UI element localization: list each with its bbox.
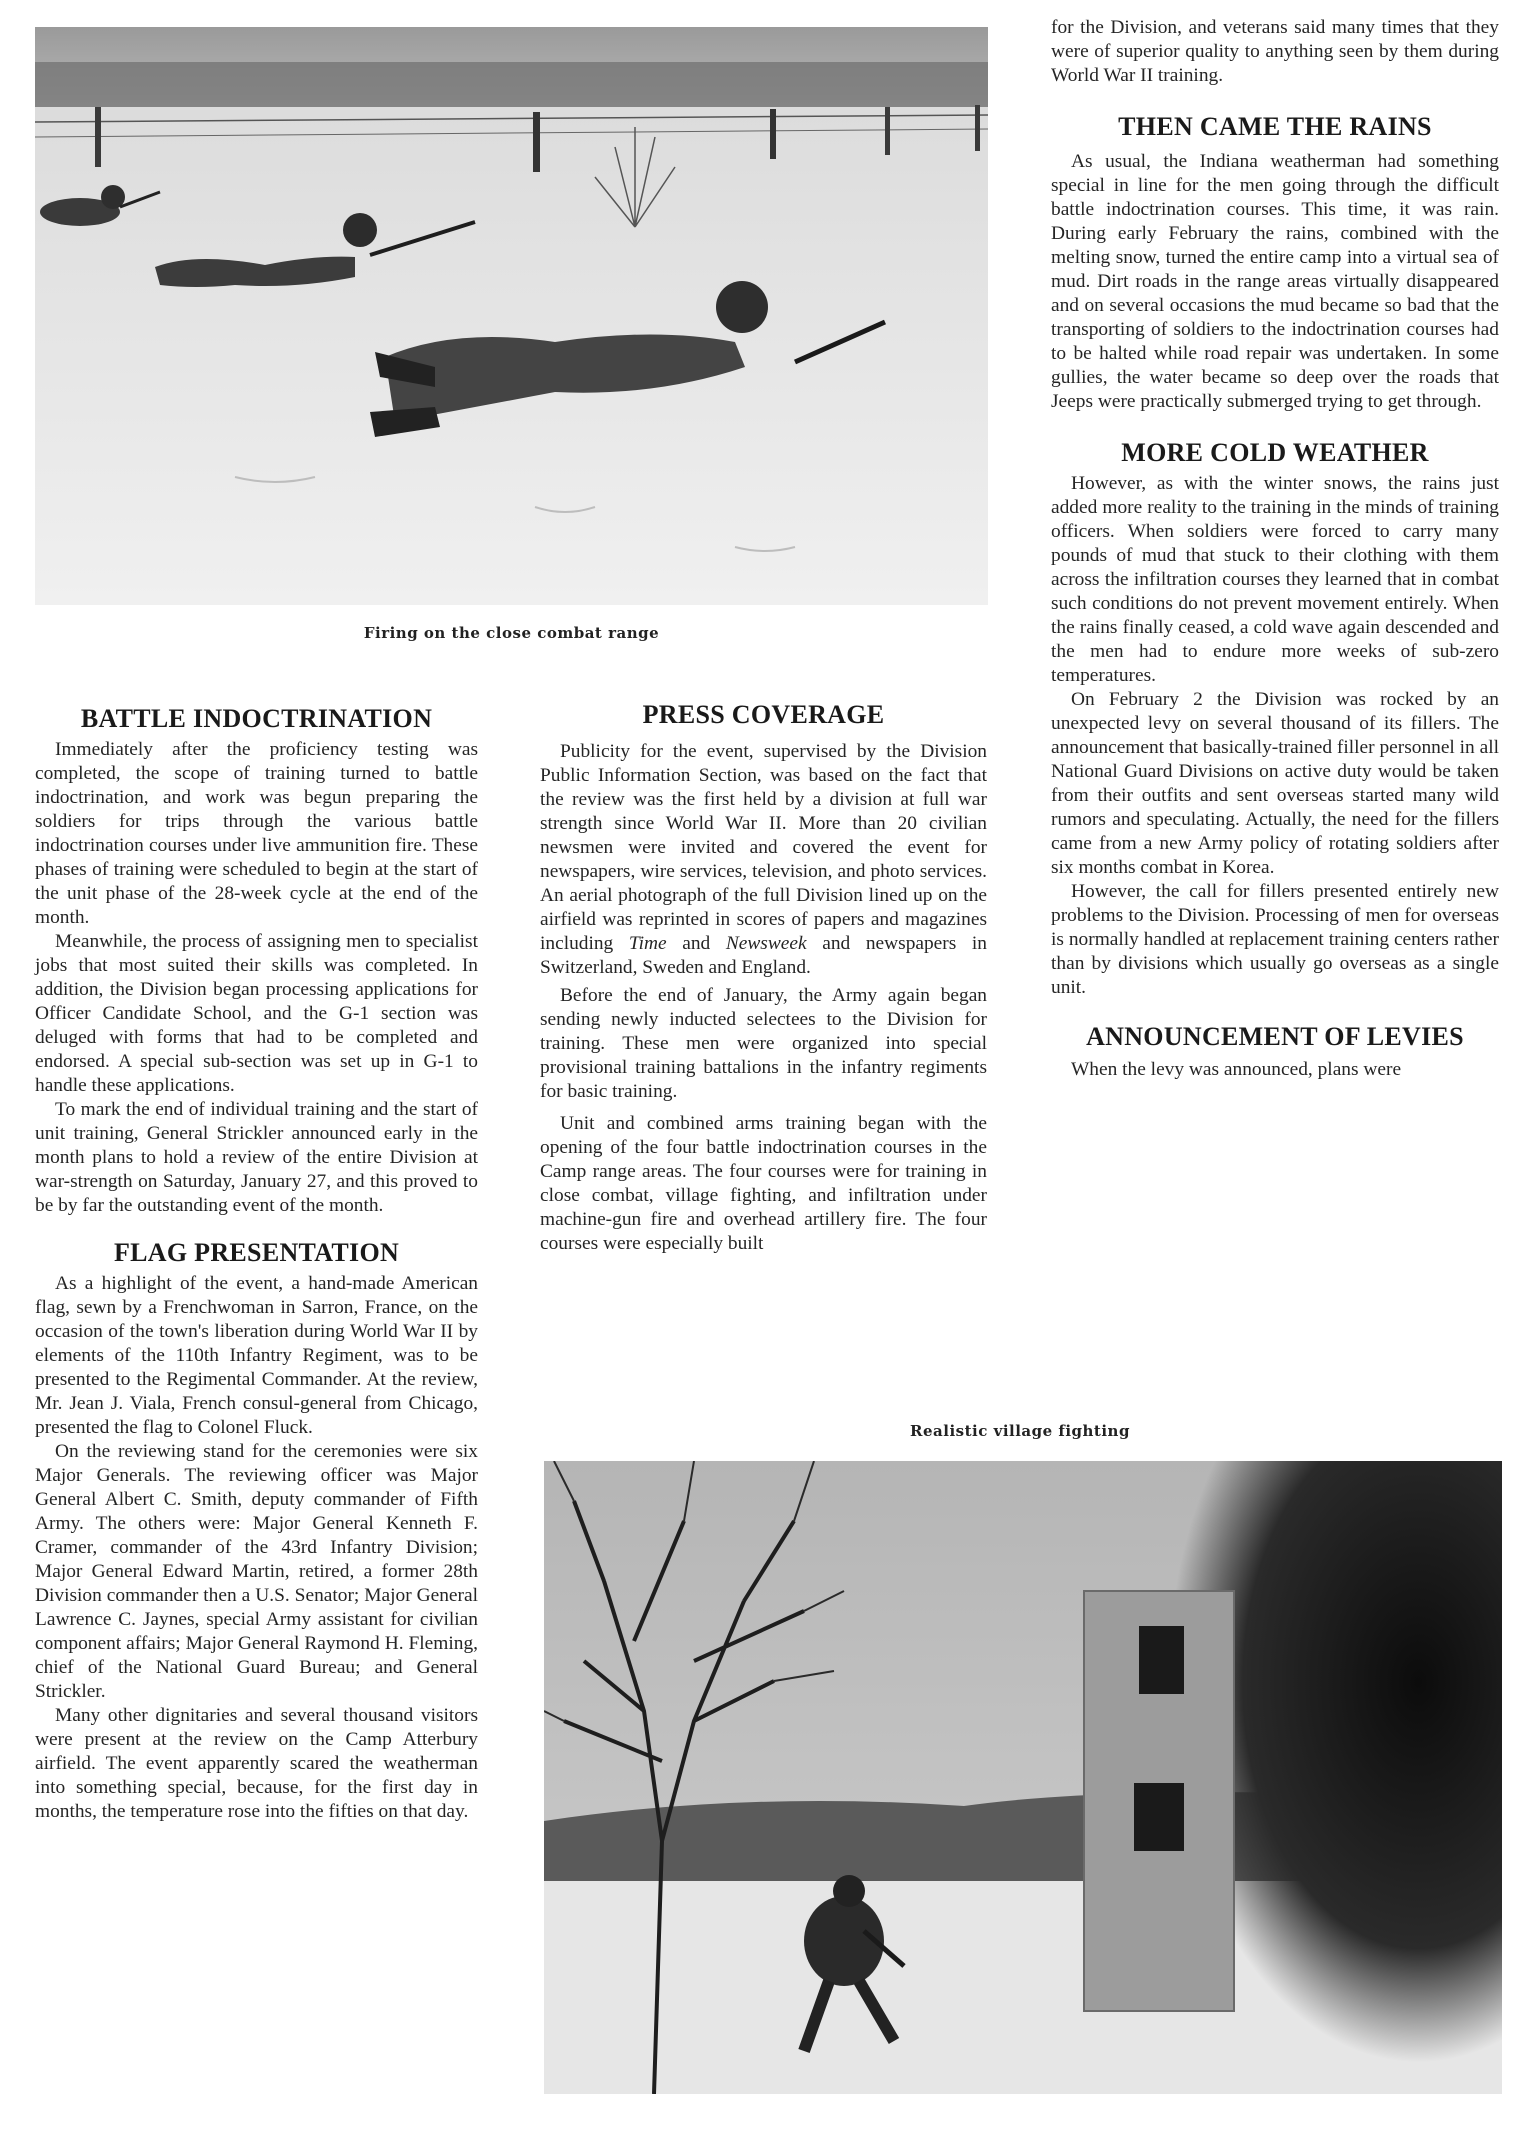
text-run: and newspapers in Switzerland, Sweden and England. [540,933,987,978]
photo-caption-top: Firing on the close combat range [363,624,660,642]
photo-soldier-running-by-burning-building [544,1461,1502,2094]
paragraph-publicity [540,740,987,980]
paragraph: However, the call for fillers presented entirely new problems to the Division. Processing of men for overseas is normally handled at replacement training centers rather than by divisions which usually go overseas as a single unit. [1051,881,1499,998]
column-1 [35,704,478,1824]
heading-announcement-of-levies: ANNOUNCEMENT OF LEVIES [1086,1022,1464,1051]
paragraph: Before the end of January, the Army again began sending newly inducted selectees to the Division for training. These men were organized into special provisional training battalions in the infantry regiments for basic training. [540,985,987,1102]
paragraph: When the levy was announced, plans were [1071,1059,1402,1080]
heading-more-cold-weather: MORE COLD WEATHER [1121,438,1429,467]
paragraph: Unit and combined arms training began with the opening of the four battle indoctrination courses in the Camp range areas. The four courses were for training in close combat, village fighting, and infiltration under machine-gun fire and overhead artillery fire. The four courses were especially built [540,1113,987,1254]
paragraph: On February 2 the Division was rocked by an unexpected levy on several thousand of its fillers. The announcement that basically-trained filler personnel in all National Guard Divisions on active duty would be taken from their outfits and sent overseas started many wild rumors and speculating. Actually, the need for the fillers came from a new Army policy of rotating soldiers after six months combat in Korea. [1051,689,1499,878]
text-run: and [666,933,726,954]
photo-village-fighting [544,1461,1502,2094]
paragraph: Many other dignitaries and several thousand visitors were present at the review on the Camp Atterbury airfield. The event apparently scared the weatherman into something special, because, for the first day in months, the temperature rose into the fifties on that day. [35,1705,478,1822]
heading-flag-presentation: FLAG PRESENTATION [113,1238,400,1267]
paragraph: On the reviewing stand for the ceremonies were six Major Generals. The reviewing officer was Major General Albert C. Smith, deputy commander of Fifth Army. The others were: Major General Kenneth F. Cramer, commander of the 43rd Infantry Division; Major General Edward Martin, retired, a former 28th Division commander then a U.S. Senator; Major General Lawrence C. Jaynes, special Army assistant for civilian component affairs; Major General Raymond H. Fleming, chief of the National Guard Bureau; and General Strickler. [35,1441,478,1702]
heading-battle-indoctrination: BATTLE INDOCTRINATION [80,704,433,733]
paragraph: As a highlight of the event, a hand-made American flag, sewn by a Frenchwoman in Sarron, France, on the occasion of the town's liberation during World War II by elements of the 110th Infantry Regiment, was to be presented to the Regimental Commander. At the review, Mr. Jean J. Viala, French consul-general from Chicago, presented the flag to Colonel Fluck. [35,1273,478,1438]
paragraph: Immediately after the proficiency testing was completed, the scope of training turned to battle indoctrination, and work was begun preparing the soldiers for trips through the various battle indoctrination courses under live ammunition fire. These phases of training were scheduled to begin at the start of the unit phase of the 28-week cycle at the end of the month. [35,739,478,928]
paragraph: Meanwhile, the process of assigning men to specialist jobs that most suited their skills was completed. In addition, the Division began processing applications for Officer Candidate School, and the G-1 section was deluged with forms that had to be completed and endorsed. A special sub-section was set up in G-1 to handle these applications. [35,931,478,1096]
magazine-title-newsweek: Newsweek [725,933,807,954]
paragraph: To mark the end of individual training and the start of unit training, General Strickler announced early in the month plans to hold a review of the entire Division at war-strength on Saturday, January 27, and this proved to be by far the outstanding event of the month. [35,1099,478,1216]
photo-close-combat-range [35,27,988,605]
heading-press-coverage: PRESS COVERAGE [642,700,885,729]
paragraph-continued: for the Division, and veterans said many times that they were of superior quality to anything seen by them during World War II training. [1051,17,1499,86]
paragraph: However, as with the winter snows, the rains just added more reality to the training in the minds of training officers. When soldiers were forced to carry many pounds of mud that stuck to their clothing with them across the infiltration courses they learned that in combat such conditions do not prevent movement entirely. When the rains finally ceased, a cold wave again descended and the men had to endure more weeks of sub-zero temperatures. [1051,473,1499,686]
heading-then-came-the-rains: THEN CAME THE RAINS [1118,112,1432,141]
magazine-title-time: Time [628,933,667,954]
column-2 [540,700,987,1256]
photo-caption-bottom: Realistic village fighting [910,1422,1130,1440]
column-3 [1051,16,1499,1082]
photo-soldiers-prone-in-snow [35,27,988,605]
paragraph: As usual, the Indiana weatherman had something special in line for the men going through the difficult battle indoctrination courses. This time, it was rain. During early February the rains, combined with the melting snow, turned the entire camp into a virtual sea of mud. Dirt roads in the range areas virtually disappeared and on several occasions the mud became so bad that the transporting of soldiers to the indoctrination courses had to be halted while road repair was undertaken. In some gullies, the water became so deep over the roads that Jeeps were practically submerged trying to get through. [1051,151,1499,412]
text-run: Publicity for the event, supervised by the Division Public Information Section, was based on the fact that the review was the first held by a division at full war strength since World War II. More than 20 civilian newsmen were invited and covered the event for newspapers, wire services, television, and photo services. An aerial photograph of the full Division lined up on the airfield was reprinted in scores of papers and magazines including [540,741,987,954]
